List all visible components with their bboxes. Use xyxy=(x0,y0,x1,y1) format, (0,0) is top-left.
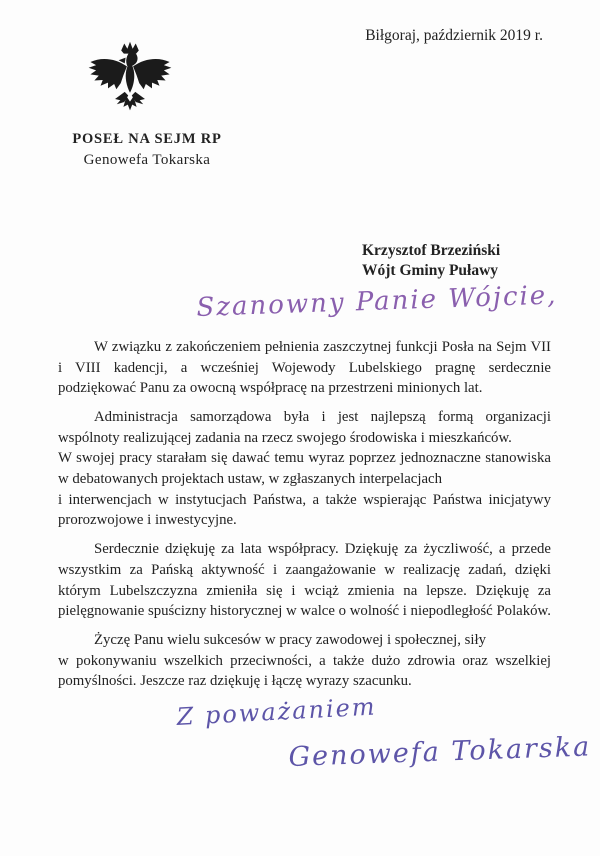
recipient-block xyxy=(362,241,500,280)
recipient-name: Krzysztof Brzeziński xyxy=(362,242,501,259)
handwritten-greeting: Szanowny Panie Wójcie, xyxy=(196,280,558,323)
paragraph-text: Życzę Panu wielu sukcesów w pracy zawodowej i społecznej, siły xyxy=(94,632,486,649)
paragraph xyxy=(58,630,551,692)
sender-name: Genowefa Tokarska xyxy=(83,152,211,168)
paragraph-text: Serdecznie dziękuję za lata współpracy. Dziękuję za życzliwość, a przede wszystkim za Pańską aktywność i zaangażowanie w realizację zadań, dzięki którym Lubelszczyzna zmieniła się i wciąż zmienia na lepsze. Dziękuję za pielęgnowanie spuścizny historycznej w walce o wolność i niepodległość Polaków. xyxy=(58,541,551,620)
paragraph-text: Administracja samorządowa była i jest najlepszą formą organizacji wspólnoty realizującej zadania na rzecz swojego środowiska i mieszkańców. xyxy=(58,409,551,446)
sender-title: POSEŁ NA SEJM RP xyxy=(72,131,222,147)
paragraph xyxy=(58,539,551,621)
paragraph-text: w pokonywaniu wszelkich przeciwności, a także dużo zdrowia oraz wszelkiej pomyślności. Jeszcze raz dziękuję i łączę wyrazy szacunku. xyxy=(58,652,551,690)
emblem-block xyxy=(86,38,174,130)
recipient-title: Wójt Gminy Puławy xyxy=(362,261,499,279)
paragraph xyxy=(58,337,551,399)
handwritten-closing: Z poważaniem xyxy=(176,692,378,731)
paragraph-text: W swojej pracy starałam się dawać temu wyraz poprzez jednoznaczne stanowiska w debatowanych projektach ustaw, w zgłaszanych interpelacjach xyxy=(58,450,551,488)
polish-eagle-icon xyxy=(86,38,174,130)
date-line: Biłgoraj, październik 2019 r. xyxy=(365,27,543,44)
paragraph xyxy=(58,407,551,531)
sender-block xyxy=(58,131,236,169)
paragraph-text: W związku z zakończeniem pełnienia zaszczytnej funkcji Posła na Sejm VII i VIII kadencji, a wcześniej Wojewody Lubelskiego pragnę serdecznie podziękować Panu za owocną współpracę na przestrzeni minionych lat. xyxy=(58,339,551,397)
paragraph-text: i interwencjach w instytucjach Państwa, a także wspierając Państwa inicjatywy prorozwojowe i inwestycyjne. xyxy=(58,491,551,529)
handwritten-signature: Genowefa Tokarska xyxy=(288,731,592,773)
letter-body xyxy=(58,337,551,701)
